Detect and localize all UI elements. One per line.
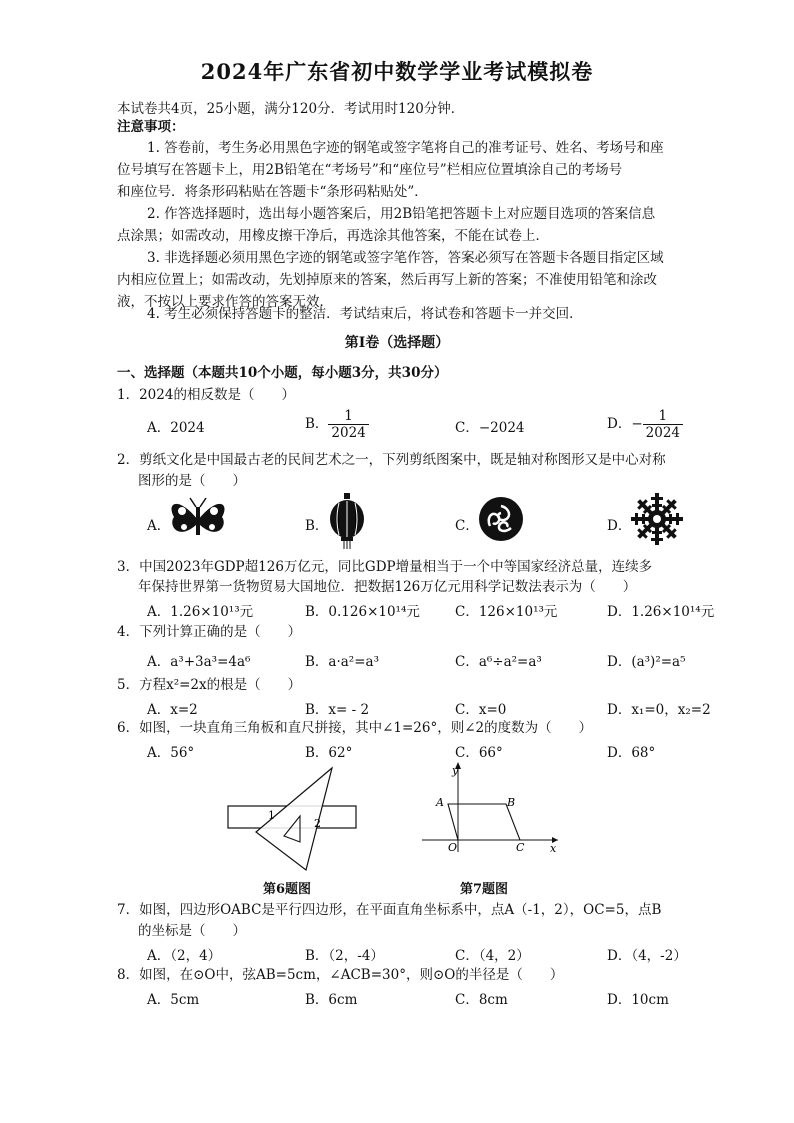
circle-papercut-image bbox=[478, 496, 524, 542]
note-line: 和座位号．将条形码粘贴在答题卡“条形码粘贴处”． bbox=[117, 184, 428, 200]
note-line: 点涂黑；如需改动，用橡皮擦干净后，再选涂其他答案，不能在试卷上． bbox=[117, 228, 549, 244]
part-title: 第Ⅰ卷（选择题） bbox=[344, 335, 450, 351]
q3-stem: 3．中国2023年GDP超126万亿元，同比GDP增量相当于一个中等国家经济总量，连续多 bbox=[117, 559, 653, 575]
q3-option-a: A．1.26×10¹³元 bbox=[147, 604, 254, 620]
q7-stem: 7．如图，四边形OABC是平行四边形，在平面直角坐标系中，点A（-1，2），OC=5，点B bbox=[117, 902, 662, 918]
fig6-label-1: 1 bbox=[268, 809, 275, 822]
q4-stem: 4．下列计算正确的是（ ） bbox=[117, 624, 302, 640]
fig6-caption: 第6题图 bbox=[263, 882, 312, 897]
q8-option-c: C．8cm bbox=[455, 992, 508, 1008]
fig7-point-a: A bbox=[436, 796, 444, 809]
q6-stem: 6．如图，一块直角三角板和直尺拼接，其中∠1=26°，则∠2的度数为（ ） bbox=[117, 720, 593, 736]
q1-option-d: D．− $\frac{1}{2024}$ bbox=[607, 408, 683, 441]
q1-option-c: C．−2024 bbox=[455, 420, 525, 436]
q7-option-c: C．（4，2） bbox=[455, 948, 530, 964]
note-line: 2. 作答选择题时，选出每小题答案后，用2B铅笔把答题卡上对应题目选项的答案信息 bbox=[147, 206, 656, 222]
q2-stem: 2．剪纸文化是中国最古老的民间艺术之一，下列剪纸图案中，既是轴对称图形又是中心对称 bbox=[117, 452, 666, 468]
q1-option-a: A．2024 bbox=[147, 420, 205, 436]
q4-option-b: B．a·a²=a³ bbox=[305, 654, 379, 670]
q2-stem-cont: 图形的是（ ） bbox=[138, 473, 246, 489]
q4-option-d: D．(a³)²=a⁵ bbox=[607, 654, 686, 670]
q1-stem: 1．2024的相反数是（ ） bbox=[117, 387, 295, 403]
exam-intro: 本试卷共4页，25小题，满分120分．考试用时120分钟． bbox=[117, 101, 465, 117]
q8-stem: 8．如图，在⊙O中，弦AB=5cm，∠ACB=30°，则⊙O的半径是（ ） bbox=[117, 967, 564, 983]
fig7-y-label: y bbox=[452, 764, 459, 777]
q8-option-b: B．6cm bbox=[305, 992, 358, 1008]
q4-option-a: A．a³+3a³=4a⁶ bbox=[147, 654, 251, 670]
q5-stem: 5．方程x²=2x的根是（ ） bbox=[117, 677, 302, 693]
note-line: 位号填写在答题卡上，用2B铅笔在“考场号”和“座位号”栏相应位置填涂自己的考场号 bbox=[117, 162, 623, 178]
q6-option-c: C．66° bbox=[455, 745, 503, 761]
q3-option-c: C．126×10¹³元 bbox=[455, 604, 558, 620]
figure-6-ruler-triangle bbox=[222, 764, 362, 876]
q1-option-b: B． $\frac{1}{2024}$ bbox=[305, 408, 369, 441]
q2-option-b: B． bbox=[305, 518, 329, 534]
q4-option-c: C．a⁶÷a²=a³ bbox=[455, 654, 542, 670]
q7-stem-cont: 的坐标是（ ） bbox=[138, 923, 246, 939]
q6-option-b: B．62° bbox=[305, 745, 353, 761]
exam-title: 2024年广东省初中数学学业考试模拟卷 bbox=[200, 59, 594, 84]
fig7-x-label: x bbox=[550, 842, 557, 855]
q2-option-a: A． bbox=[147, 518, 171, 534]
q7-option-b: B．（2，-4） bbox=[305, 948, 384, 964]
q6-option-d: D．68° bbox=[607, 745, 656, 761]
fig7-origin: O bbox=[448, 841, 458, 854]
q5-option-b: B．x= - 2 bbox=[305, 702, 370, 718]
q8-option-a: A．5cm bbox=[147, 992, 200, 1008]
fig7-point-c: C bbox=[516, 841, 525, 854]
lantern-papercut-image bbox=[327, 493, 367, 549]
note-line: 液，不按以上要求作答的答案无效． bbox=[117, 294, 333, 310]
fig6-label-2: 2 bbox=[314, 817, 321, 830]
q2-option-c: C． bbox=[455, 518, 479, 534]
note-line: 4. 考生必须保持答题卡的整洁．考试结束后，将试卷和答题卡一并交回． bbox=[147, 306, 583, 322]
note-line: 1. 答卷前，考生务必用黑色字迹的钢笔或签字笔将自己的准考证号、姓名、考场号和座 bbox=[147, 140, 664, 156]
q5-option-d: D．x₁=0，x₂=2 bbox=[607, 702, 711, 718]
q2-option-d: D． bbox=[607, 518, 632, 534]
q7-option-a: A．（2，4） bbox=[147, 948, 222, 964]
figure-7-coordinate-plane bbox=[418, 760, 563, 855]
fig7-caption: 第7题图 bbox=[460, 882, 509, 897]
q3-stem-cont: 年保持世界第一货物贸易大国地位．把数据126万亿元用科学记数法表示为（ ） bbox=[138, 579, 637, 595]
note-line: 3. 非选择题必须用黑色字迹的钢笔或签字笔作答，答案必须写在答题卡各题目指定区域 bbox=[147, 250, 664, 266]
q8-option-d: D．10cm bbox=[607, 992, 669, 1008]
section-title: 一、选择题（本题共10个小题，每小题3分，共30分） bbox=[117, 365, 448, 381]
butterfly-papercut-image bbox=[168, 495, 228, 545]
fig7-point-b: B bbox=[507, 796, 516, 809]
q6-option-a: A．56° bbox=[147, 745, 195, 761]
q5-option-c: C．x=0 bbox=[455, 702, 507, 718]
q3-option-d: D．1.26×10¹⁴元 bbox=[607, 604, 715, 620]
note-line: 内相应位置上；如需改动，先划掉原来的答案，然后再写上新的答案；不准使用铅笔和涂改 bbox=[117, 272, 657, 288]
q7-option-d: D．（4，-2） bbox=[607, 948, 687, 964]
q3-option-b: B．0.126×10¹⁴元 bbox=[305, 604, 420, 620]
q5-option-a: A．x=2 bbox=[147, 702, 198, 718]
notes-heading: 注意事项： bbox=[117, 119, 185, 135]
snowflake-papercut-image bbox=[630, 492, 684, 546]
